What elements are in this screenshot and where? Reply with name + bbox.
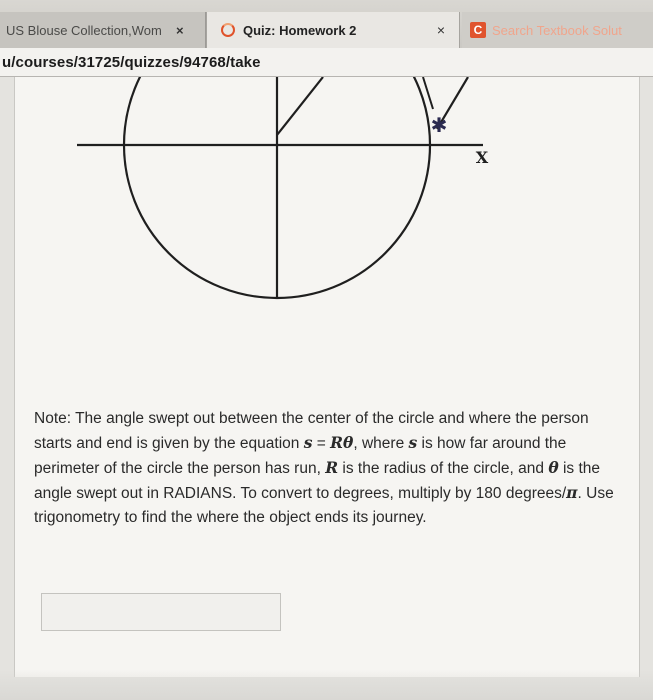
note-text: , where bbox=[353, 435, 409, 452]
eq-R: R bbox=[330, 433, 344, 452]
note-text: is the radius of the circle, and bbox=[338, 460, 549, 477]
eq-theta: θ bbox=[343, 433, 354, 452]
var-pi: π bbox=[566, 483, 578, 502]
note-text: Note: The angle swept out between the center of the circle and where the person starts and end is given by the equation bbox=[34, 410, 589, 452]
tab-quiz-homework[interactable] bbox=[206, 12, 460, 48]
browser-tab-bar bbox=[0, 0, 653, 48]
tab-title: US Blouse Collection,Wom bbox=[6, 22, 162, 38]
chegg-c-icon: C bbox=[470, 22, 486, 38]
var-s: s bbox=[408, 433, 418, 452]
loading-spinner-icon bbox=[221, 23, 235, 37]
radius-line bbox=[277, 77, 323, 135]
x-axis-label: X bbox=[475, 148, 489, 167]
eq-s: s bbox=[303, 433, 313, 452]
close-tab-icon[interactable]: × bbox=[436, 22, 445, 38]
eq-equals: = bbox=[312, 435, 331, 452]
note-text: is how far around the perimeter of the circle the person has run, bbox=[34, 435, 567, 477]
circle-diagram bbox=[15, 77, 639, 317]
end-point-marker: ✱ bbox=[430, 113, 448, 137]
note-text: is the angle swept out in RADIANS. To convert to degrees, multiply by 180 degrees/ bbox=[34, 460, 601, 502]
page-body bbox=[0, 77, 653, 700]
tab-title: Quiz: Homework 2 bbox=[243, 22, 357, 38]
tab-blouse-collection[interactable] bbox=[0, 12, 206, 48]
address-bar[interactable] bbox=[0, 48, 653, 77]
tab-title: Search Textbook Solut bbox=[492, 22, 622, 38]
page-bottom-shadow bbox=[0, 670, 653, 700]
note-text: . Use trigonometry to find the where the object ends its journey. bbox=[34, 485, 614, 526]
answer-input[interactable] bbox=[41, 593, 281, 631]
quiz-question-panel bbox=[14, 77, 640, 677]
note-paragraph bbox=[34, 407, 624, 530]
close-tab-icon[interactable]: × bbox=[176, 22, 184, 38]
var-theta: θ bbox=[548, 458, 559, 477]
tab-search-textbook[interactable] bbox=[462, 12, 653, 48]
url-text[interactable]: u/courses/31725/quizzes/94768/take bbox=[2, 54, 261, 71]
var-R: R bbox=[325, 458, 339, 477]
